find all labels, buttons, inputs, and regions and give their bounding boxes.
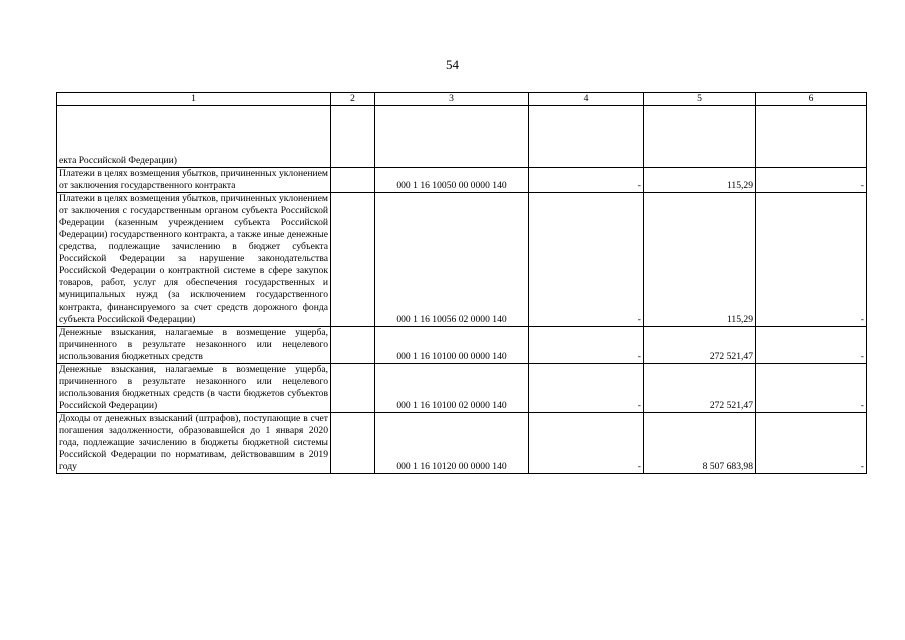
row-col4: -	[529, 193, 644, 327]
column-header-4: 4	[529, 93, 644, 106]
row-budget-code: 000 1 16 10050 00 0000 140	[375, 168, 529, 193]
row-description: екта Российской Федерации)	[57, 106, 331, 168]
row-col4: -	[529, 326, 644, 363]
table-row	[57, 106, 867, 168]
row-amount: 272 521,47	[644, 363, 756, 412]
table-header-row	[57, 93, 867, 106]
row-col2	[331, 168, 375, 193]
column-header-5: 5	[644, 93, 756, 106]
table-row	[57, 363, 867, 412]
row-col2	[331, 412, 375, 473]
row-budget-code: 000 1 16 10100 00 0000 140	[375, 326, 529, 363]
row-col6: -	[756, 363, 867, 412]
row-amount: 115,29	[644, 168, 756, 193]
row-col6: -	[756, 168, 867, 193]
row-budget-code: 000 1 16 10056 02 0000 140	[375, 193, 529, 327]
revenue-table	[56, 92, 867, 474]
page-number: 54	[446, 57, 459, 72]
row-col4: -	[529, 412, 644, 473]
row-description: Денежные взыскания, налагаемые в возмещение ущерба, причиненного в результате незаконного или нецелевого использования бюджетных средств	[57, 326, 331, 363]
table-row	[57, 326, 867, 363]
row-col6: -	[756, 412, 867, 473]
row-budget-code	[375, 106, 529, 168]
row-col4: -	[529, 363, 644, 412]
column-header-6: 6	[756, 93, 867, 106]
row-amount	[644, 106, 756, 168]
row-description: Платежи в целях возмещения убытков, причиненных уклонением от заключения с государственным органом субъекта Российской Федерации (казенным учреждением субъекта Российской Федерации) государственного контракта, а также иные денежные средства, подлежащие зачислению в бюджет субъекта Российской Федерации за нарушение законодательства Российской Федерации о контрактной системе в сфере закупок товаров, работ, услуг для обеспечения государственных и муниципальных нужд (за исключением государственного контракта, финансируемого за счет средств дорожного фонда субъекта Российской Федерации)	[57, 193, 331, 327]
row-description: Денежные взыскания, налагаемые в возмещение ущерба, причиненного в результате незаконного или нецелевого использования бюджетных средств (в части бюджетов субъектов Российской Федерации)	[57, 363, 331, 412]
row-col2	[331, 326, 375, 363]
column-header-2: 2	[331, 93, 375, 106]
column-header-1: 1	[57, 93, 331, 106]
row-amount: 8 507 683,98	[644, 412, 756, 473]
row-col2	[331, 363, 375, 412]
table-row	[57, 168, 867, 193]
row-amount: 115,29	[644, 193, 756, 327]
row-col2	[331, 193, 375, 327]
row-col6: -	[756, 326, 867, 363]
row-col2	[331, 106, 375, 168]
row-description: Платежи в целях возмещения убытков, причиненных уклонением от заключения государственного контракта	[57, 168, 331, 193]
row-amount: 272 521,47	[644, 326, 756, 363]
column-header-3: 3	[375, 93, 529, 106]
table-row	[57, 412, 867, 473]
row-col4	[529, 106, 644, 168]
row-budget-code: 000 1 16 10100 02 0000 140	[375, 363, 529, 412]
row-budget-code: 000 1 16 10120 00 0000 140	[375, 412, 529, 473]
table-row	[57, 193, 867, 327]
row-col4: -	[529, 168, 644, 193]
row-col6	[756, 106, 867, 168]
row-col6: -	[756, 193, 867, 327]
row-description: Доходы от денежных взысканий (штрафов), поступающие в счет погашения задолженности, образовавшейся до 1 января 2020 года, подлежащие зачислению в бюджеты бюджетной системы Российской Федерации по нормативам, действовавшим в 2019 году	[57, 412, 331, 473]
